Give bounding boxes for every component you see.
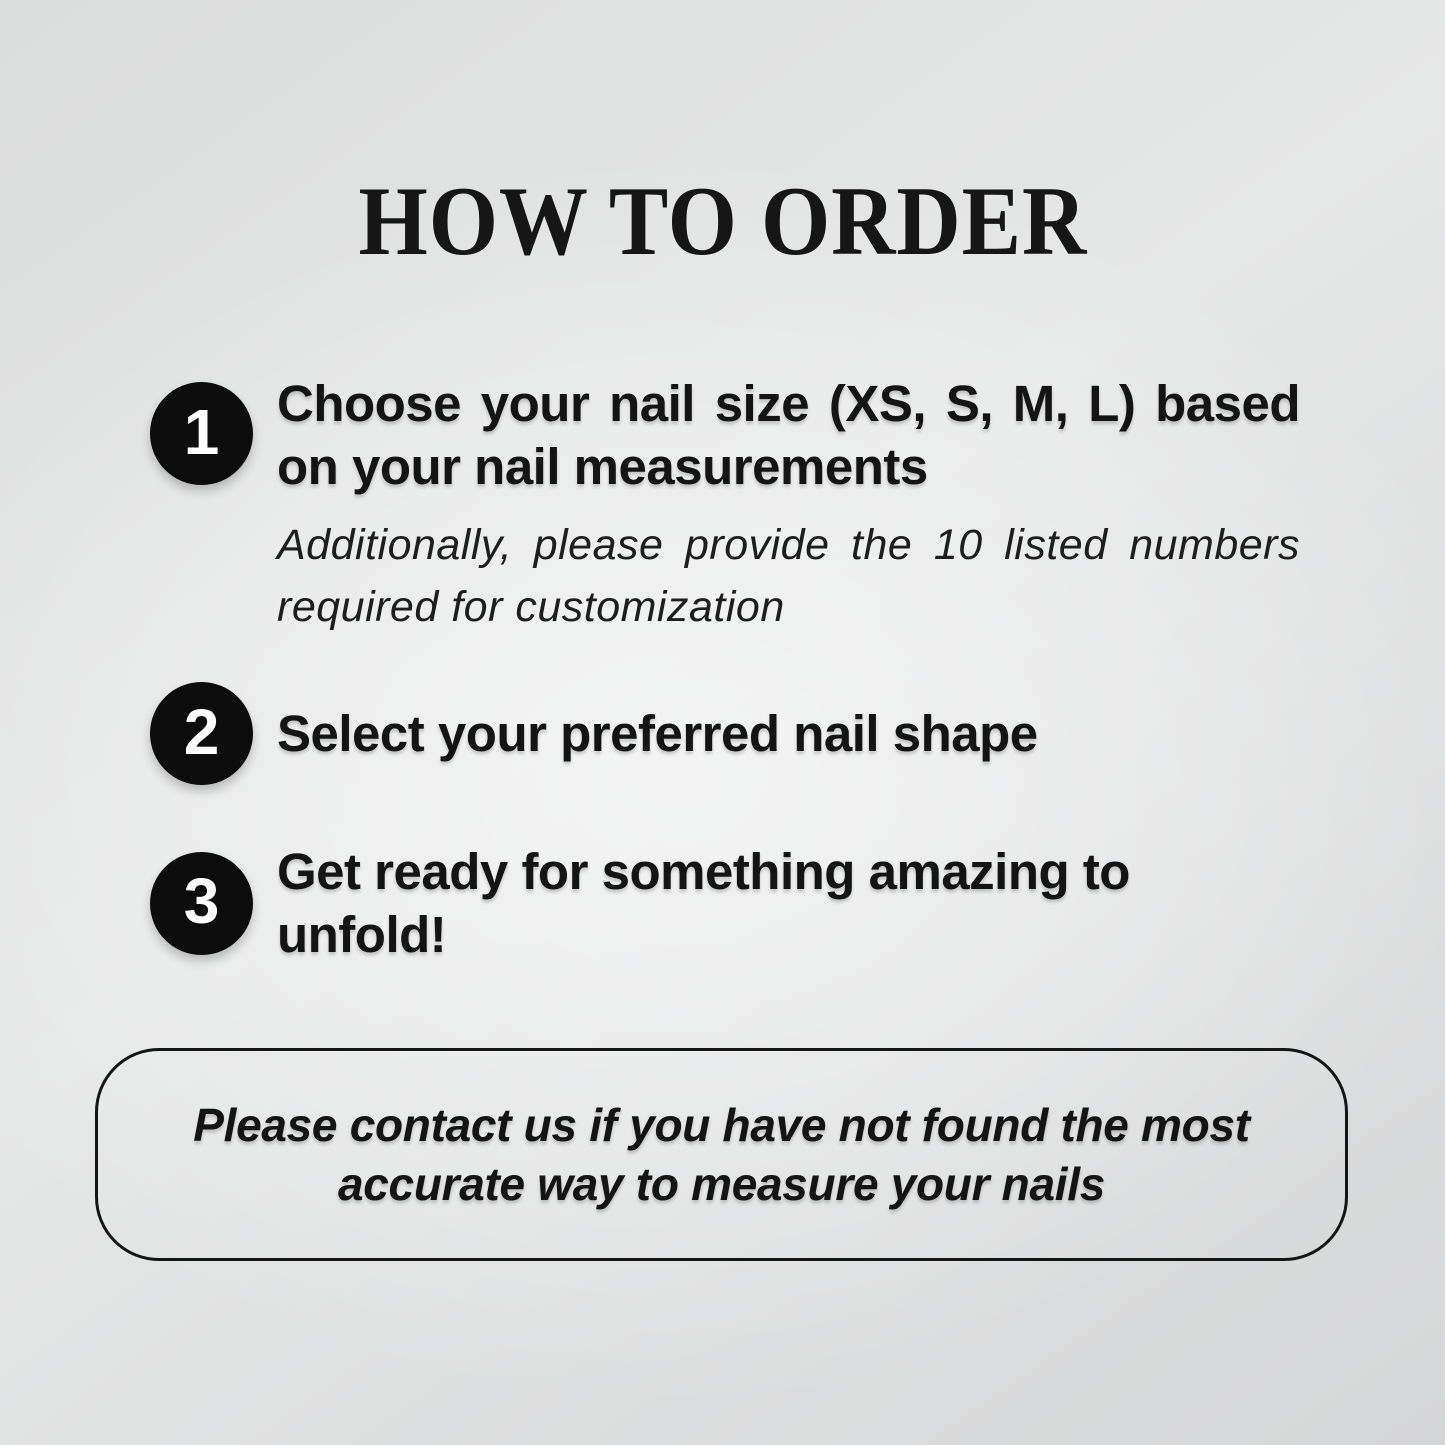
step-1-number-badge <box>150 382 253 485</box>
step-3-number: 3 <box>183 865 220 937</box>
step-3 <box>150 840 1300 966</box>
step-3-heading: Get ready for something amazing to unfold! <box>277 843 1130 963</box>
step-1-number: 1 <box>183 395 220 468</box>
step-1 <box>150 372 1300 638</box>
step-1-content <box>277 372 1300 638</box>
step-2-number-badge <box>150 682 253 785</box>
step-2 <box>150 682 1300 785</box>
step-1-note: Additionally, please provide the 10 listed numbers required for customization <box>277 521 1300 631</box>
step-3-number-badge <box>150 852 253 955</box>
page-title: HOW TO ORDER <box>358 167 1087 276</box>
contact-note-text: Please contact us if you have not found the most accurate way to measure your nails <box>193 1098 1250 1210</box>
step-2-content <box>277 702 1300 765</box>
step-3-content <box>277 840 1300 966</box>
title-container <box>0 168 1445 277</box>
step-2-number: 2 <box>183 695 220 768</box>
contact-note-box <box>95 1048 1348 1261</box>
step-2-heading: Select your preferred nail shape <box>277 705 1038 762</box>
step-1-heading: Choose your nail size (XS, S, M, L) based on your nail measurements <box>277 375 1300 495</box>
